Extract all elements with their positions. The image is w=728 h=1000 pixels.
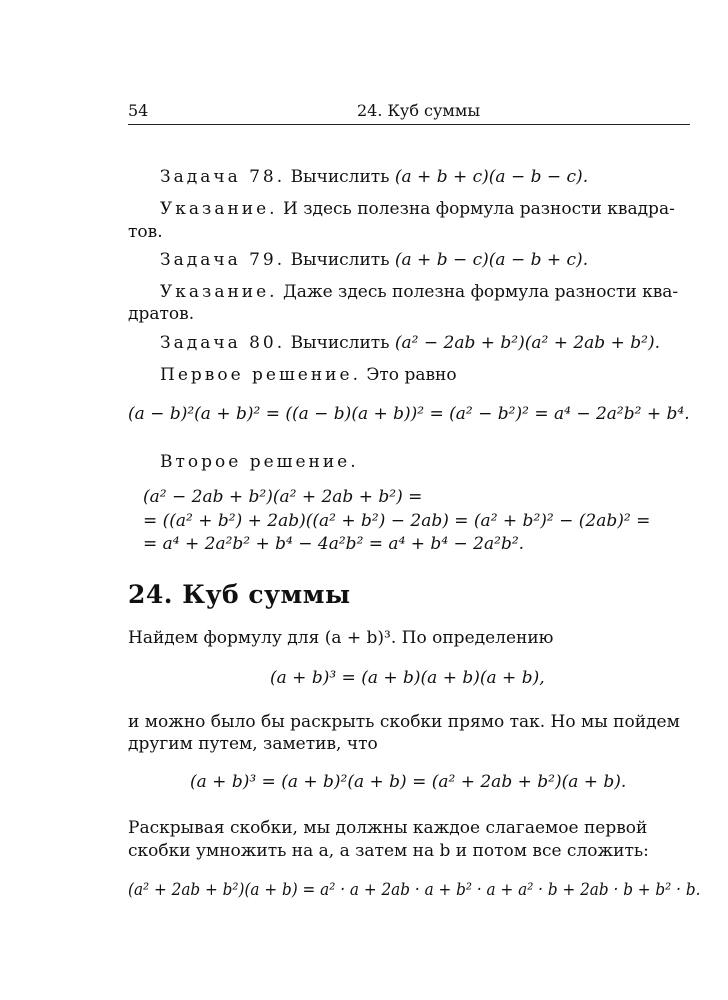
solution-2-heading — [160, 451, 359, 473]
hint-label: Указание. — [160, 199, 278, 219]
formula-cube-expansion: (a + b)³ = (a + b)²(a + b) = (a² + 2ab + b²)(a + b). — [190, 772, 627, 792]
problem-78 — [160, 166, 588, 188]
hint-text: Даже здесь полезна формула разности ква- — [282, 282, 679, 302]
hint-label: Указание. — [160, 282, 278, 302]
problem-expression: (a² − 2ab + b²)(a² + 2ab + b²). — [394, 333, 660, 353]
paragraph-2-line-2: скобки умножить на a, а затем на b и потом все сложить: — [128, 841, 649, 861]
section-intro: Найдем формулу для (a + b)³. По определению — [128, 628, 554, 648]
solution-text: Это равно — [366, 365, 457, 385]
paragraph-1-line-2: другим путем, заметив, что — [128, 734, 378, 754]
header-rule — [128, 124, 690, 125]
solution-label: Второе решение. — [160, 452, 359, 472]
problem-80 — [160, 332, 660, 354]
problem-label: Задача 79. — [160, 250, 286, 270]
problem-expression: (a + b − c)(a − b + c). — [394, 250, 589, 270]
problem-action: Вычислить — [290, 250, 390, 270]
page-number: 54 — [128, 101, 149, 120]
problem-action: Вычислить — [290, 333, 390, 353]
running-title: 24. Куб суммы — [357, 101, 481, 120]
problem-expression: (a + b + c)(a − b − c). — [394, 167, 589, 187]
problem-action: Вычислить — [290, 167, 390, 187]
problem-label: Задача 80. — [160, 333, 286, 353]
hint-78-continued: тов. — [128, 222, 163, 242]
solution-2-line-1: (a² − 2ab + b²)(a² + 2ab + b²) = — [143, 487, 423, 507]
hint-text: И здесь полезна формула разности квадра- — [282, 199, 675, 219]
hint-79 — [160, 281, 678, 303]
paragraph-2-line-1: Раскрывая скобки, мы должны каждое слагаемое первой — [128, 818, 648, 838]
solution-1-heading — [160, 364, 457, 386]
hint-78 — [160, 198, 675, 220]
solution-1-formula: (a − b)²(a + b)² = ((a − b)(a + b))² = (a² − b²)² = a⁴ − 2a²b² + b⁴. — [128, 404, 690, 424]
formula-cube-definition: (a + b)³ = (a + b)(a + b)(a + b), — [270, 668, 545, 688]
problem-79 — [160, 249, 588, 271]
section-title: 24. Куб суммы — [128, 580, 351, 609]
hint-79-continued: дратов. — [128, 304, 195, 324]
problem-label: Задача 78. — [160, 167, 286, 187]
solution-2-line-3: = a⁴ + 2a²b² + b⁴ − 4a²b² = a⁴ + b⁴ − 2a²b². — [143, 534, 525, 554]
solution-label: Первое решение. — [160, 365, 361, 385]
solution-2-line-2: = ((a² + b²) + 2ab)((a² + b²) − 2ab) = (a² + b²)² − (2ab)² = — [143, 511, 651, 531]
formula-distribution: (a² + 2ab + b²)(a + b) = a² · a + 2ab · a + b² · a + a² · b + 2ab · b + b² · b. — [128, 880, 701, 900]
paragraph-1-line-1: и можно было бы раскрыть скобки прямо так. Но мы пойдем — [128, 712, 680, 732]
